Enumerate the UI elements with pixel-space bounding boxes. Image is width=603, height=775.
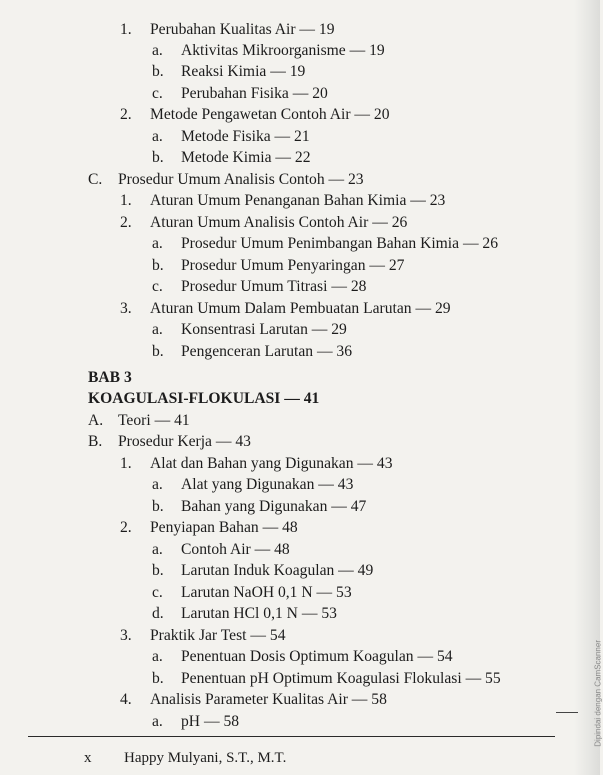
toc-entry: a. Contoh Air — 48 bbox=[152, 541, 290, 558]
page-number: x bbox=[84, 750, 92, 766]
toc-entry: 2. Aturan Umum Analisis Contoh Air — 26 bbox=[120, 214, 408, 231]
toc-entry: 1. Perubahan Kualitas Air — 19 bbox=[120, 21, 335, 38]
toc-entry: b. Penentuan pH Optimum Koagulasi Flokulasi — 55 bbox=[152, 670, 501, 687]
chapter-title: KOAGULASI-FLOKULASI — 41 bbox=[88, 390, 320, 407]
toc-entry: a. Konsentrasi Larutan — 29 bbox=[152, 321, 347, 338]
toc-entry: a. Metode Fisika — 21 bbox=[152, 128, 310, 145]
margin-tick bbox=[556, 712, 578, 713]
toc-entry: b. Metode Kimia — 22 bbox=[152, 149, 311, 166]
toc-entry: d. Larutan HCl 0,1 N — 53 bbox=[152, 605, 337, 622]
toc-entry: 1. Aturan Umum Penanganan Bahan Kimia — 23 bbox=[120, 192, 446, 209]
toc-entry: a. pH — 58 bbox=[152, 713, 240, 730]
toc-entry: B. Prosedur Kerja — 43 bbox=[88, 433, 251, 450]
toc-entry: c. Larutan NaOH 0,1 N — 53 bbox=[152, 584, 352, 601]
toc-entry: A. Teori — 41 bbox=[88, 412, 190, 429]
toc-entry: c. Perubahan Fisika — 20 bbox=[152, 85, 328, 102]
toc-entry: 3. Praktik Jar Test — 54 bbox=[120, 627, 286, 644]
toc-entry: b. Pengenceran Larutan — 36 bbox=[152, 343, 353, 360]
footer-rule bbox=[28, 736, 555, 737]
toc-entry: a. Alat yang Digunakan — 43 bbox=[152, 476, 354, 493]
toc-entry: 4. Analisis Parameter Kualitas Air — 58 bbox=[120, 691, 387, 708]
toc-entry: b. Reaksi Kimia — 19 bbox=[152, 63, 306, 80]
toc-entry: c. Prosedur Umum Titrasi — 28 bbox=[152, 278, 367, 295]
chapter-label: BAB 3 bbox=[88, 369, 132, 386]
toc-entry: b. Larutan Induk Koagulan — 49 bbox=[152, 562, 374, 579]
toc-entry: b. Prosedur Umum Penyaringan — 27 bbox=[152, 257, 405, 274]
toc-entry: 1. Alat dan Bahan yang Digunakan — 43 bbox=[120, 455, 393, 472]
toc-entry: 2. Metode Pengawetan Contoh Air — 20 bbox=[120, 106, 390, 123]
toc-entry: a. Aktivitas Mikroorganisme — 19 bbox=[152, 42, 385, 59]
footer-author: Happy Mulyani, S.T., M.T. bbox=[124, 750, 287, 766]
toc-entry: C. Prosedur Umum Analisis Contoh — 23 bbox=[88, 171, 364, 188]
toc-entry: 2. Penyiapan Bahan — 48 bbox=[120, 519, 298, 536]
toc-entry: 3. Aturan Umum Dalam Pembuatan Larutan — 29 bbox=[120, 300, 451, 317]
scanner-watermark: Dipindai dengan CamScanner bbox=[594, 640, 603, 747]
toc-entry: b. Bahan yang Digunakan — 47 bbox=[152, 498, 367, 515]
toc-entry: a. Prosedur Umum Penimbangan Bahan Kimia — 26 bbox=[152, 235, 499, 252]
toc-entry: a. Penentuan Dosis Optimum Koagulan — 54 bbox=[152, 648, 453, 665]
